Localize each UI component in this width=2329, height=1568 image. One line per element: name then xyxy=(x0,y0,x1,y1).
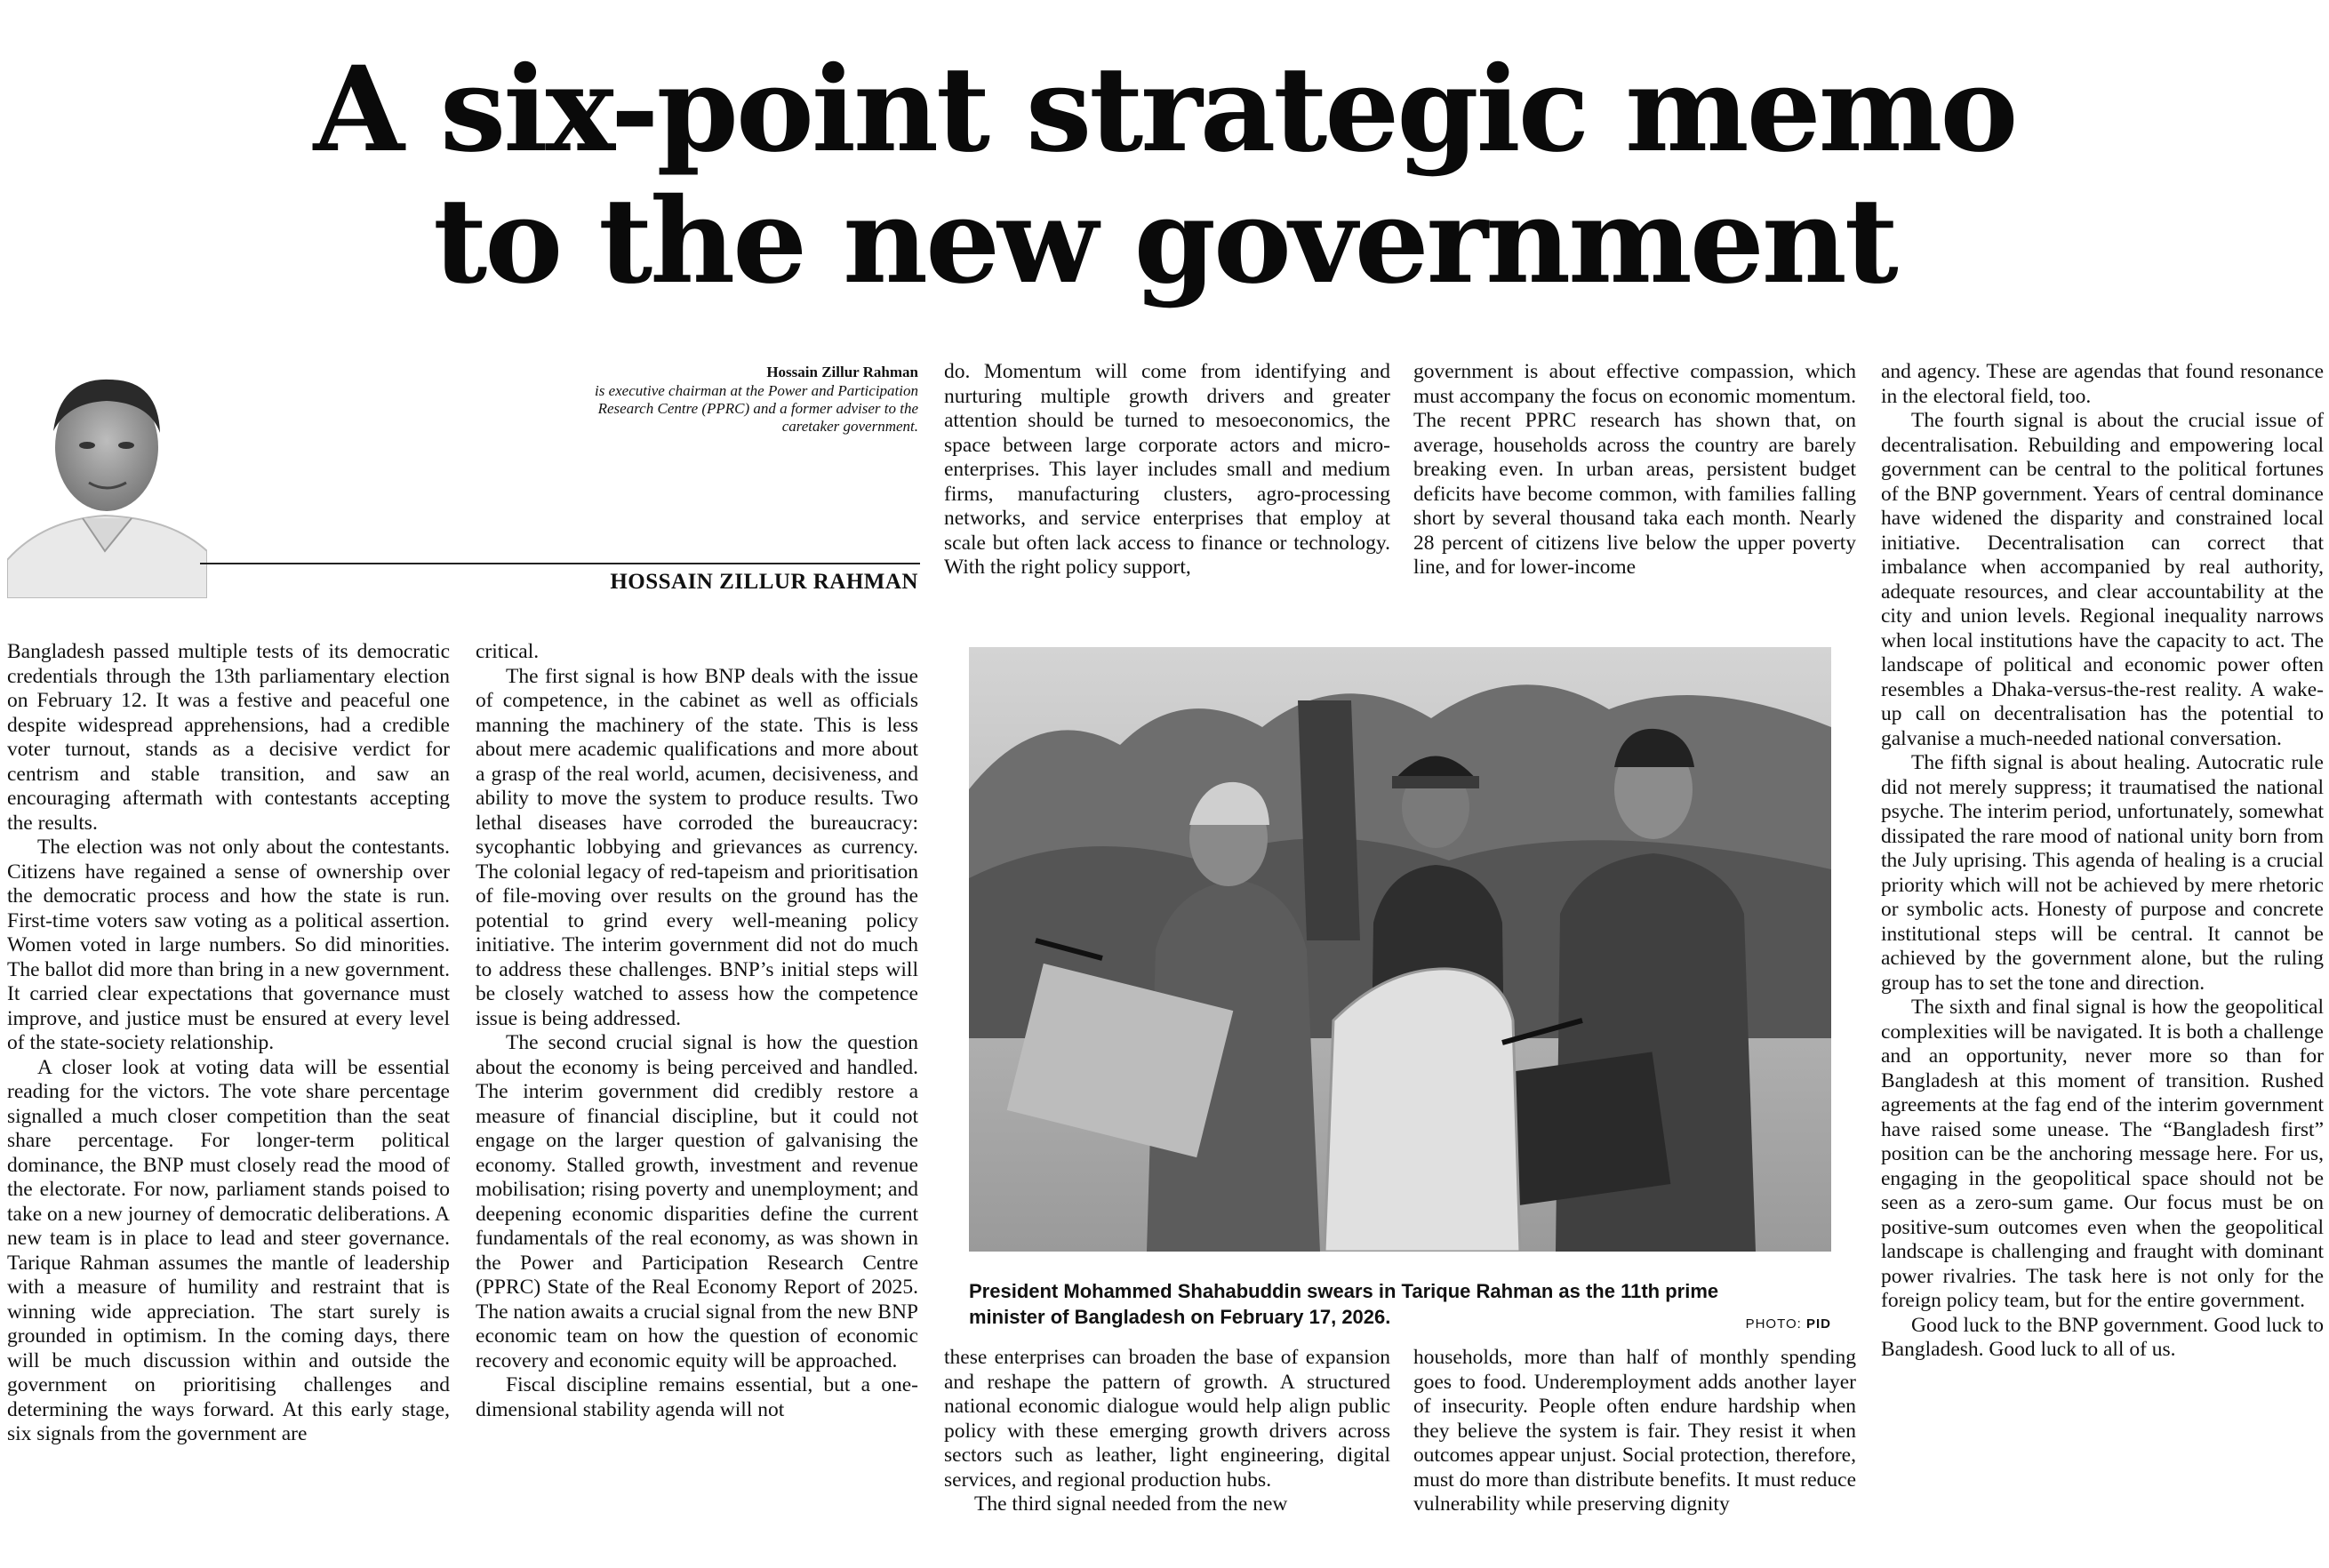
byline-rule xyxy=(200,563,920,564)
headline-line-1: A six-point strategic memo xyxy=(313,41,2016,179)
photo-credit xyxy=(1729,1316,1831,1333)
paragraph: The sixth and final signal is how the geopolitical complexities will be navigated. It is both a challenge and an opportunity, never more so than for Bangladesh at this moment of transition. Rushed agreements at the fag end of the interim government have raised some unease. The “Bangladesh first” position can be the anchoring message here. For us, engaging in the geopolitical space should not be seen as a zero-sum game. Our focus must be on positive-sum outcomes even when the geopolitical landscape is challenging and fraught with dominant power rivalries. The task here is not only for the foreign policy team, but for the entire government. xyxy=(1881,996,2324,1312)
paragraph: government is about effective compassion, which must accompany the focus on economic momentum. The recent PPRC research has shown that, on average, households across the country are barely breaking even. In urban areas, persistent budget deficits have become common, with families falling short by several thousand taka each month. Nearly 28 percent of citizens live below the upper poverty line, and for lower-income xyxy=(1413,360,1856,579)
paragraph: these enterprises can broaden the base of expansion and reshape the pattern of growth. A structured national economic dialogue would help align public policy with these emerging growth drivers across sectors such as leather, light engineering, digital services, and regional production hubs. xyxy=(944,1346,1390,1492)
column-3-top xyxy=(944,360,1390,615)
photo-caption xyxy=(969,1278,1769,1330)
paragraph: The second crucial signal is how the question about the economy is being perceived and handled. The interim government did credibly restore a measure of financial discipline, but it could not engage on the larger question of galvanising the economy. Stalled growth, investment and revenue mobilisation; rising poverty and unemployment; and deepening economic disparities define the current fundamentals of the real economy, as was shown in the Power and Participation Research Centre (PPRC) State of the Real Economy Report of 2025. The nation awaits a crucial signal from the new BNP economic team on how the question of economic recovery and economic equity will be approached. xyxy=(476,1031,918,1372)
author-photo xyxy=(7,360,207,598)
photo-credit-source: PID xyxy=(1805,1316,1831,1332)
paragraph: households, more than half of monthly spending goes to food. Underemployment adds another layer of insecurity. People often endure hardship when they believe the system is fair. They resist it when outcomes appear unjust. Social protection, therefore, must do more than distribute benefits. It must reduce vulnerability while preserving dignity xyxy=(1413,1346,1856,1516)
author-name: Hossain Zillur Rahman xyxy=(766,364,918,380)
column-4-top xyxy=(1413,360,1856,615)
author-bio-line-3: caretaker government. xyxy=(781,418,918,435)
column-3-bottom xyxy=(944,1346,1390,1568)
author-bio-line-2: Research Centre (PPRC) and a former adviser to the xyxy=(597,400,918,417)
paragraph: The fifth signal is about healing. Autocratic rule did not merely suppress; it traumatised the national psyche. The interim period, unfortunately, somewhat dissipated the rare mood of national unity born from the July uprising. This agenda of healing is a crucial priority which will not be achieved by mere rhetoric or symbolic acts. Honesty of purpose and concrete institutional steps will be central. It cannot be achieved by the government alone, but the ruling group has to set the tone and direction. xyxy=(1881,751,2324,995)
paragraph: Fiscal discipline remains essential, but a one-dimensional stability agenda will not xyxy=(476,1373,918,1421)
photo-caption-line-2: minister of Bangladesh on February 17, 2026. xyxy=(969,1306,1391,1328)
paragraph: The fourth signal is about the crucial issue of decentralisation. Rebuilding and empowering local government can be central to the political fortunes of the BNP government. Years of central dominance have widened the disparity and constrained local initiative. Decentralisation can correct that imbalance when accompanied by real authority, adequate resources, and clear accountability at the city and union levels. Regional inequality narrows when local institutions have the capacity to act. The landscape of political and economic power often resembles a Dhaka-versus-the-rest reality. A wake-up call on decentralisation has the potential to galvanise a much-needed national conversation. xyxy=(1881,409,2324,750)
paragraph: The election was not only about the contestants. Citizens have regained a sense of ownership over the democratic process and how the state is run. First-time voters saw voting as a political assertion. Women voted in large numbers. So did minorities. The ballot did more than bring in a new government. It carried clear expectations that governance must improve, and justice must be ensured at every level of the state-society relationship. xyxy=(7,836,450,1054)
column-5 xyxy=(1881,360,2324,1568)
author-byline: HOSSAIN ZILLUR RAHMAN xyxy=(610,570,918,594)
author-bio xyxy=(498,382,918,436)
paragraph: The third signal needed from the new xyxy=(974,1492,1288,1516)
paragraph: do. Momentum will come from identifying and nurturing multiple growth drivers and greater attention should be turned to mesoeconomics, the space between large corporate actors and micro-enterprises. This layer includes small and medium firms, manufacturing clusters, agro-processing networks, and service enterprises that employ at scale but often lack access to finance or technology. With the right policy support, xyxy=(944,360,1390,579)
photo-caption-line-1: President Mohammed Shahabuddin swears in Tarique Rahman as the 11th prime xyxy=(969,1280,1719,1302)
news-photo xyxy=(969,647,1831,1252)
headline-line-2: to the new government xyxy=(433,172,1896,310)
paragraph: Bangladesh passed multiple tests of its democratic credentials through the 13th parliamentary election on February 12. It was a festive and peaceful one despite widespread apprehensions, had a credible voter turnout, stands as a decisive verdict for centrism and stable transition, and saw an encouraging aftermath with contestants accepting the results. xyxy=(7,640,450,835)
paragraph: critical. xyxy=(476,640,540,663)
paragraph: and agency. These are agendas that found resonance in the electoral field, too. xyxy=(1881,360,2324,408)
column-2 xyxy=(476,640,918,1568)
paragraph: The first signal is how BNP deals with the issue of competence, in the cabinet as well as officials manning the machinery of the state. This is less about mere academic qualifications and more about a grasp of the real world, acumen, decisiveness, and ability to move the system to produce results. Two lethal diseases have corroded the bureaucracy: sycophantic lobbying and grievances as currency. The colonial legacy of red-tapeism and prioritisation of file-moving over results on the ground has the potential to grind every well-meaning policy initiative. The interim government did not do much to address these challenges. BNP’s initial steps will be closely watched to assess how the competence issue is being addressed. xyxy=(476,664,918,1030)
column-4-bottom xyxy=(1413,1346,1856,1568)
headline xyxy=(0,41,2329,310)
photo-credit-label: PHOTO: xyxy=(1745,1316,1802,1332)
author-bio-line-1: is executive chairman at the Power and Participation xyxy=(594,382,918,399)
paragraph: A closer look at voting data will be essential reading for the victors. The vote share percentage signalled a much closer competition than the seat share percentage. For longer-term political dominance, the BNP must closely read the mood of the electorate. For now, parliament stands poised to take on a new journey of democratic deliberations. A new team is in place to lead and steer governance. Tarique Rahman assumes the mantle of leadership with a measure of humility and restraint that is winning wide appreciation. The start surely is grounded in optimism. In the coming days, there will be much discussion within and outside the government on prioritising challenges and determining the ways forward. At this early stage, six signals from the government are xyxy=(7,1055,450,1445)
column-1 xyxy=(7,640,450,1568)
paragraph: Good luck to the BNP government. Good luck to Bangladesh. Good luck to all of us. xyxy=(1881,1313,2324,1361)
